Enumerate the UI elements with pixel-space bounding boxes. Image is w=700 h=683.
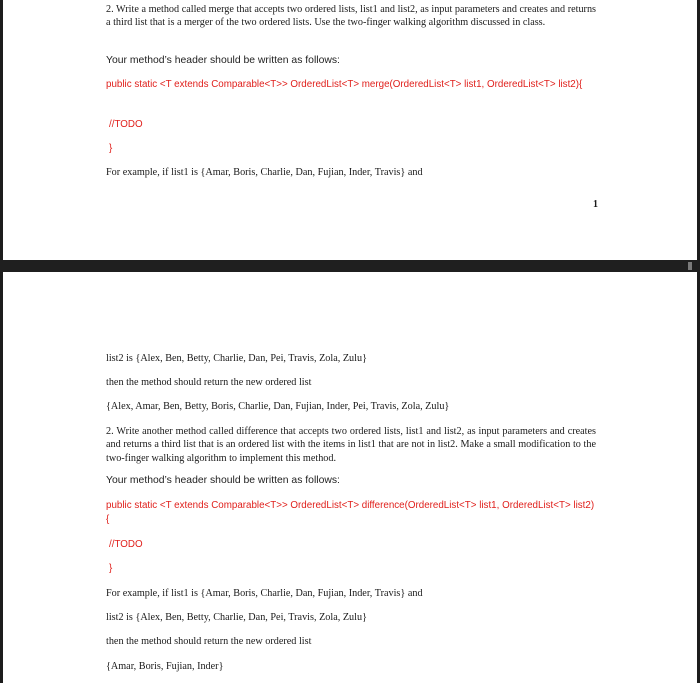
merge-method-signature: public static <T extends Comparable<T>> OrderedList<T> merge(OrderedList<T> list1, OrderedList<T> list2){ (106, 79, 583, 90)
closing-brace: } (109, 143, 113, 154)
todo-comment: //TODO (109, 119, 143, 130)
difference-method-signature: public static <T extends Comparable<T>> OrderedList<T> difference(OrderedList<T> list1, OrderedList<T> list2){ (106, 500, 595, 525)
example-list1-text: For example, if list1 is {Amar, Boris, Charlie, Dan, Fujian, Inder, Travis} and (106, 588, 423, 599)
page-number: 1 (593, 199, 598, 210)
document-page-2 (0, 272, 700, 683)
example-list1-text: For example, if list1 is {Amar, Boris, Charlie, Dan, Fujian, Inder, Travis} and (106, 167, 423, 178)
scrollbar-thumb[interactable] (688, 262, 692, 270)
question-merge-text: 2. Write a method called merge that accepts two ordered lists, list1 and list2, as input parameters and creates and returns a third list that is a merger of the two ordered lists. Use the two-finger walking algorithm discussed in class. (106, 4, 596, 29)
then-return-text: then the method should return the new ordered list (106, 377, 312, 388)
header-instruction: Your method’s header should be written as follows: (106, 55, 340, 66)
then-return-text: then the method should return the new ordered list (106, 636, 312, 647)
merge-result-text: {Alex, Amar, Ben, Betty, Boris, Charlie, Dan, Fujian, Inder, Pei, Travis, Zola, Zulu} (106, 401, 450, 412)
question-difference-text: 2. Write another method called difference that accepts two ordered lists, list1 and list2, as input parameters and creates and returns a third list that is an ordered list with the items in list1 that are not in list2. Make a small modification to the two-finger walking algorithm to implement this method. (106, 426, 596, 464)
difference-result-text: {Amar, Boris, Fujian, Inder} (106, 661, 224, 672)
example-list2-text: list2 is {Alex, Ben, Betty, Charlie, Dan, Pei, Travis, Zola, Zulu} (106, 612, 367, 623)
example-list2-text: list2 is {Alex, Ben, Betty, Charlie, Dan, Pei, Travis, Zola, Zulu} (106, 353, 367, 364)
todo-comment: //TODO (109, 539, 143, 550)
closing-brace: } (109, 563, 113, 574)
page-gap (0, 260, 700, 272)
page-border-left (0, 272, 3, 683)
header-instruction: Your method’s header should be written as follows: (106, 475, 340, 486)
page-border-left (0, 0, 3, 260)
document-page-1 (0, 0, 700, 260)
